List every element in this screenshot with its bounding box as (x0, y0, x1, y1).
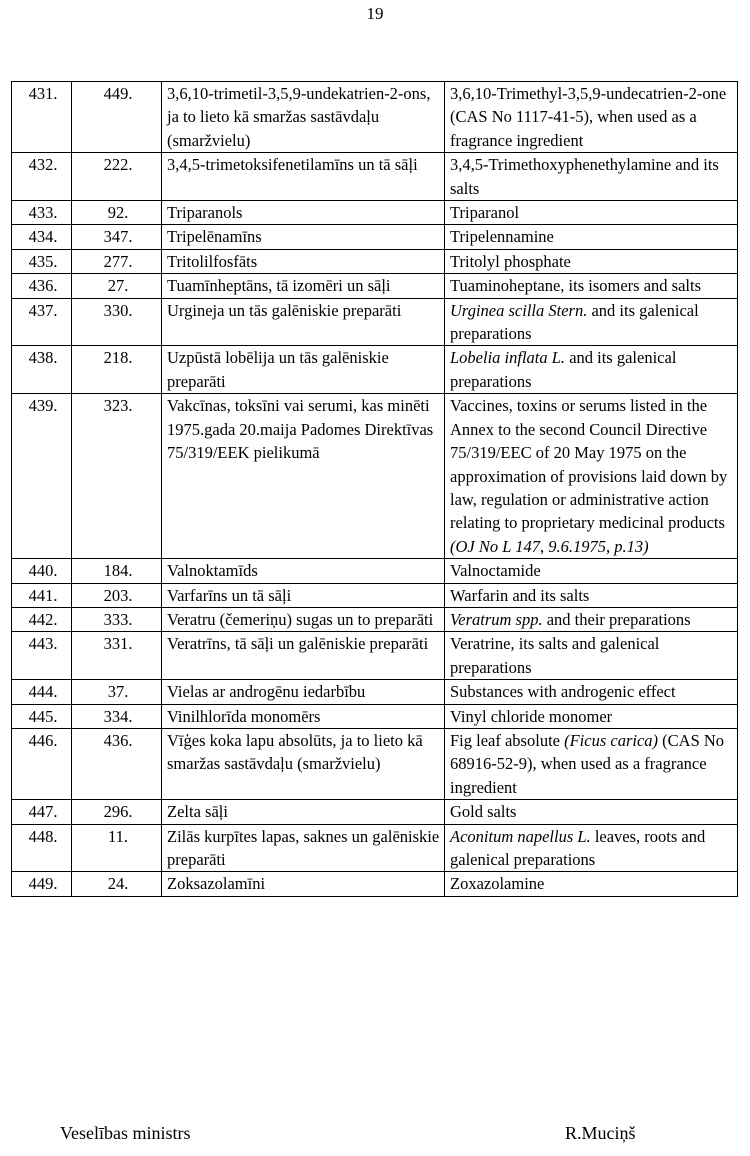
reference-number: 347. (72, 225, 162, 249)
english-name (445, 800, 738, 824)
reference-number: 218. (72, 346, 162, 394)
table-row (12, 559, 738, 583)
page-number: 19 (366, 4, 384, 23)
english-text-before: Vaccines, toxins or serums listed in the Annex to the second Council Directive 75/319/EEC of 20 May 1975 on the approximation of provisions laid down by law, regulation or administrative action relating to proprietary medicinal products (450, 396, 728, 533)
english-text-after: Valnoctamide (450, 561, 541, 581)
english-name (445, 704, 738, 728)
reference-number: 222. (72, 153, 162, 201)
english-text-after: Warfarin and its salts (450, 585, 590, 605)
reference-number: 296. (72, 800, 162, 824)
table-row (12, 153, 738, 201)
reference-number: 330. (72, 298, 162, 346)
latvian-name: Vielas ar androgēnu iedarbību (162, 680, 445, 704)
english-name (445, 346, 738, 394)
english-text-after: and their preparations (542, 609, 691, 629)
english-latin-name: Veratrum spp. (450, 609, 543, 629)
english-text-after: Tripelennamine (450, 227, 554, 247)
table-row (12, 201, 738, 225)
english-text-after: Vinyl chloride monomer (450, 706, 613, 726)
english-text-after: 3,6,10-Trimethyl-3,5,9-undecatrien-2-one (CAS No 1117-41-5), when used as a fragrance ingredient (450, 84, 727, 150)
signatory-title: Veselības ministrs (60, 1123, 191, 1143)
table-row (12, 872, 738, 896)
english-text-after: Tuaminoheptane, its isomers and salts (450, 276, 701, 296)
table-row (12, 225, 738, 249)
english-name (445, 607, 738, 631)
substances-table (11, 81, 738, 897)
english-name (445, 298, 738, 346)
latvian-name: Zilās kurpītes lapas, saknes un galēniskie preparāti (162, 824, 445, 872)
english-latin-name: Lobelia inflata L. (450, 348, 566, 368)
entry-number: 444. (12, 680, 72, 704)
table-row (12, 800, 738, 824)
english-latin-name: Urginea scilla Stern. (450, 300, 588, 320)
latvian-name: Varfarīns un tā sāļi (162, 583, 445, 607)
reference-number: 24. (72, 872, 162, 896)
latvian-name: Veratru (čemeriņu) sugas un to preparāti (162, 607, 445, 631)
table-row (12, 249, 738, 273)
latvian-name: Valnoktamīds (162, 559, 445, 583)
english-text-after: Triparanol (450, 203, 520, 223)
latvian-name: Vakcīnas, toksīni vai serumi, kas minēti 1975.gada 20.maija Padomes Direktīvas 75/319/EEK pielikumā (162, 394, 445, 559)
entry-number: 448. (12, 824, 72, 872)
latvian-name: Uzpūstā lobēlija un tās galēniskie preparāti (162, 346, 445, 394)
english-text-after: Substances with androgenic effect (450, 682, 676, 702)
latvian-name: Urgineja un tās galēniskie preparāti (162, 298, 445, 346)
entry-number: 431. (12, 82, 72, 153)
reference-number: 333. (72, 607, 162, 631)
english-latin-name: (OJ No L 147, 9.6.1975, p.13) (450, 536, 649, 556)
table-row (12, 583, 738, 607)
reference-number: 331. (72, 632, 162, 680)
entry-number: 440. (12, 559, 72, 583)
english-name (445, 872, 738, 896)
table-row (12, 704, 738, 728)
english-text-after: (CAS No 68916-52-9), when used as a fragrance ingredient (450, 730, 725, 797)
latvian-name: Tripelēnamīns (162, 225, 445, 249)
english-name (445, 680, 738, 704)
english-latin-name: (Ficus carica) (564, 730, 659, 750)
table-row (12, 632, 738, 680)
latvian-name: Zoksazolamīni (162, 872, 445, 896)
english-name (445, 632, 738, 680)
latvian-name: Tuamīnheptāns, tā izomēri un sāļi (162, 274, 445, 298)
english-name (445, 728, 738, 799)
table-row (12, 607, 738, 631)
entry-number: 437. (12, 298, 72, 346)
entry-number: 434. (12, 225, 72, 249)
english-text-after: and its galenical preparations (450, 300, 699, 344)
reference-number: 11. (72, 824, 162, 872)
entry-number: 435. (12, 249, 72, 273)
reference-number: 27. (72, 274, 162, 298)
latvian-name: Tritolilfosfāts (162, 249, 445, 273)
table-row (12, 394, 738, 559)
reference-number: 37. (72, 680, 162, 704)
table-row (12, 346, 738, 394)
reference-number: 449. (72, 82, 162, 153)
entry-number: 433. (12, 201, 72, 225)
latvian-name: Veratrīns, tā sāļi un galēniskie preparāti (162, 632, 445, 680)
entry-number: 442. (12, 607, 72, 631)
entry-number: 436. (12, 274, 72, 298)
table-row (12, 824, 738, 872)
entry-number: 446. (12, 728, 72, 799)
signatory-name: R.Muciņš (565, 1123, 636, 1143)
english-text-after: leaves, roots and galenical preparations (450, 826, 706, 869)
english-name (445, 583, 738, 607)
english-text-before: Fig leaf absolute (450, 730, 565, 750)
latvian-name: Vīģes koka lapu absolūts, ja to lieto kā smaržas sastāvdaļu (smaržvielu) (162, 728, 445, 799)
english-text-after: Tritolyl phosphate (450, 251, 571, 271)
table-row (12, 298, 738, 346)
english-name (445, 824, 738, 872)
english-name (445, 153, 738, 201)
english-name (445, 82, 738, 153)
english-name (445, 559, 738, 583)
english-text-after: Zoxazolamine (450, 874, 545, 894)
latvian-name: Vinilhlorīda monomērs (162, 704, 445, 728)
entry-number: 432. (12, 153, 72, 201)
table-body (12, 82, 738, 897)
table-row (12, 82, 738, 153)
reference-number: 184. (72, 559, 162, 583)
english-name (445, 394, 738, 559)
english-name (445, 201, 738, 225)
entry-number: 438. (12, 346, 72, 394)
english-text-after: Gold salts (450, 802, 517, 822)
reference-number: 203. (72, 583, 162, 607)
entry-number: 447. (12, 800, 72, 824)
english-latin-name: Aconitum napellus L. (450, 826, 591, 846)
latvian-name: 3,6,10-trimetil-3,5,9-undekatrien-2-ons, ja to lieto kā smaržas sastāvdaļu (smaržvielu) (162, 82, 445, 153)
english-name (445, 249, 738, 273)
entry-number: 441. (12, 583, 72, 607)
reference-number: 334. (72, 704, 162, 728)
reference-number: 92. (72, 201, 162, 225)
reference-number: 436. (72, 728, 162, 799)
latvian-name: Triparanols (162, 201, 445, 225)
english-name (445, 274, 738, 298)
latvian-name: Zelta sāļi (162, 800, 445, 824)
entry-number: 439. (12, 394, 72, 559)
latvian-name: 3,4,5-trimetoksifenetilamīns un tā sāļi (162, 153, 445, 201)
reference-number: 277. (72, 249, 162, 273)
english-text-after: 3,4,5-Trimethoxyphenethylamine and its salts (450, 155, 719, 198)
entry-number: 445. (12, 704, 72, 728)
table-row (12, 680, 738, 704)
english-text-after: and its galenical preparations (450, 348, 677, 391)
reference-number: 323. (72, 394, 162, 559)
table-row (12, 728, 738, 799)
entry-number: 443. (12, 632, 72, 680)
table-row (12, 274, 738, 298)
english-text-after: Veratrine, its salts and galenical preparations (450, 634, 660, 677)
english-name (445, 225, 738, 249)
entry-number: 449. (12, 872, 72, 896)
